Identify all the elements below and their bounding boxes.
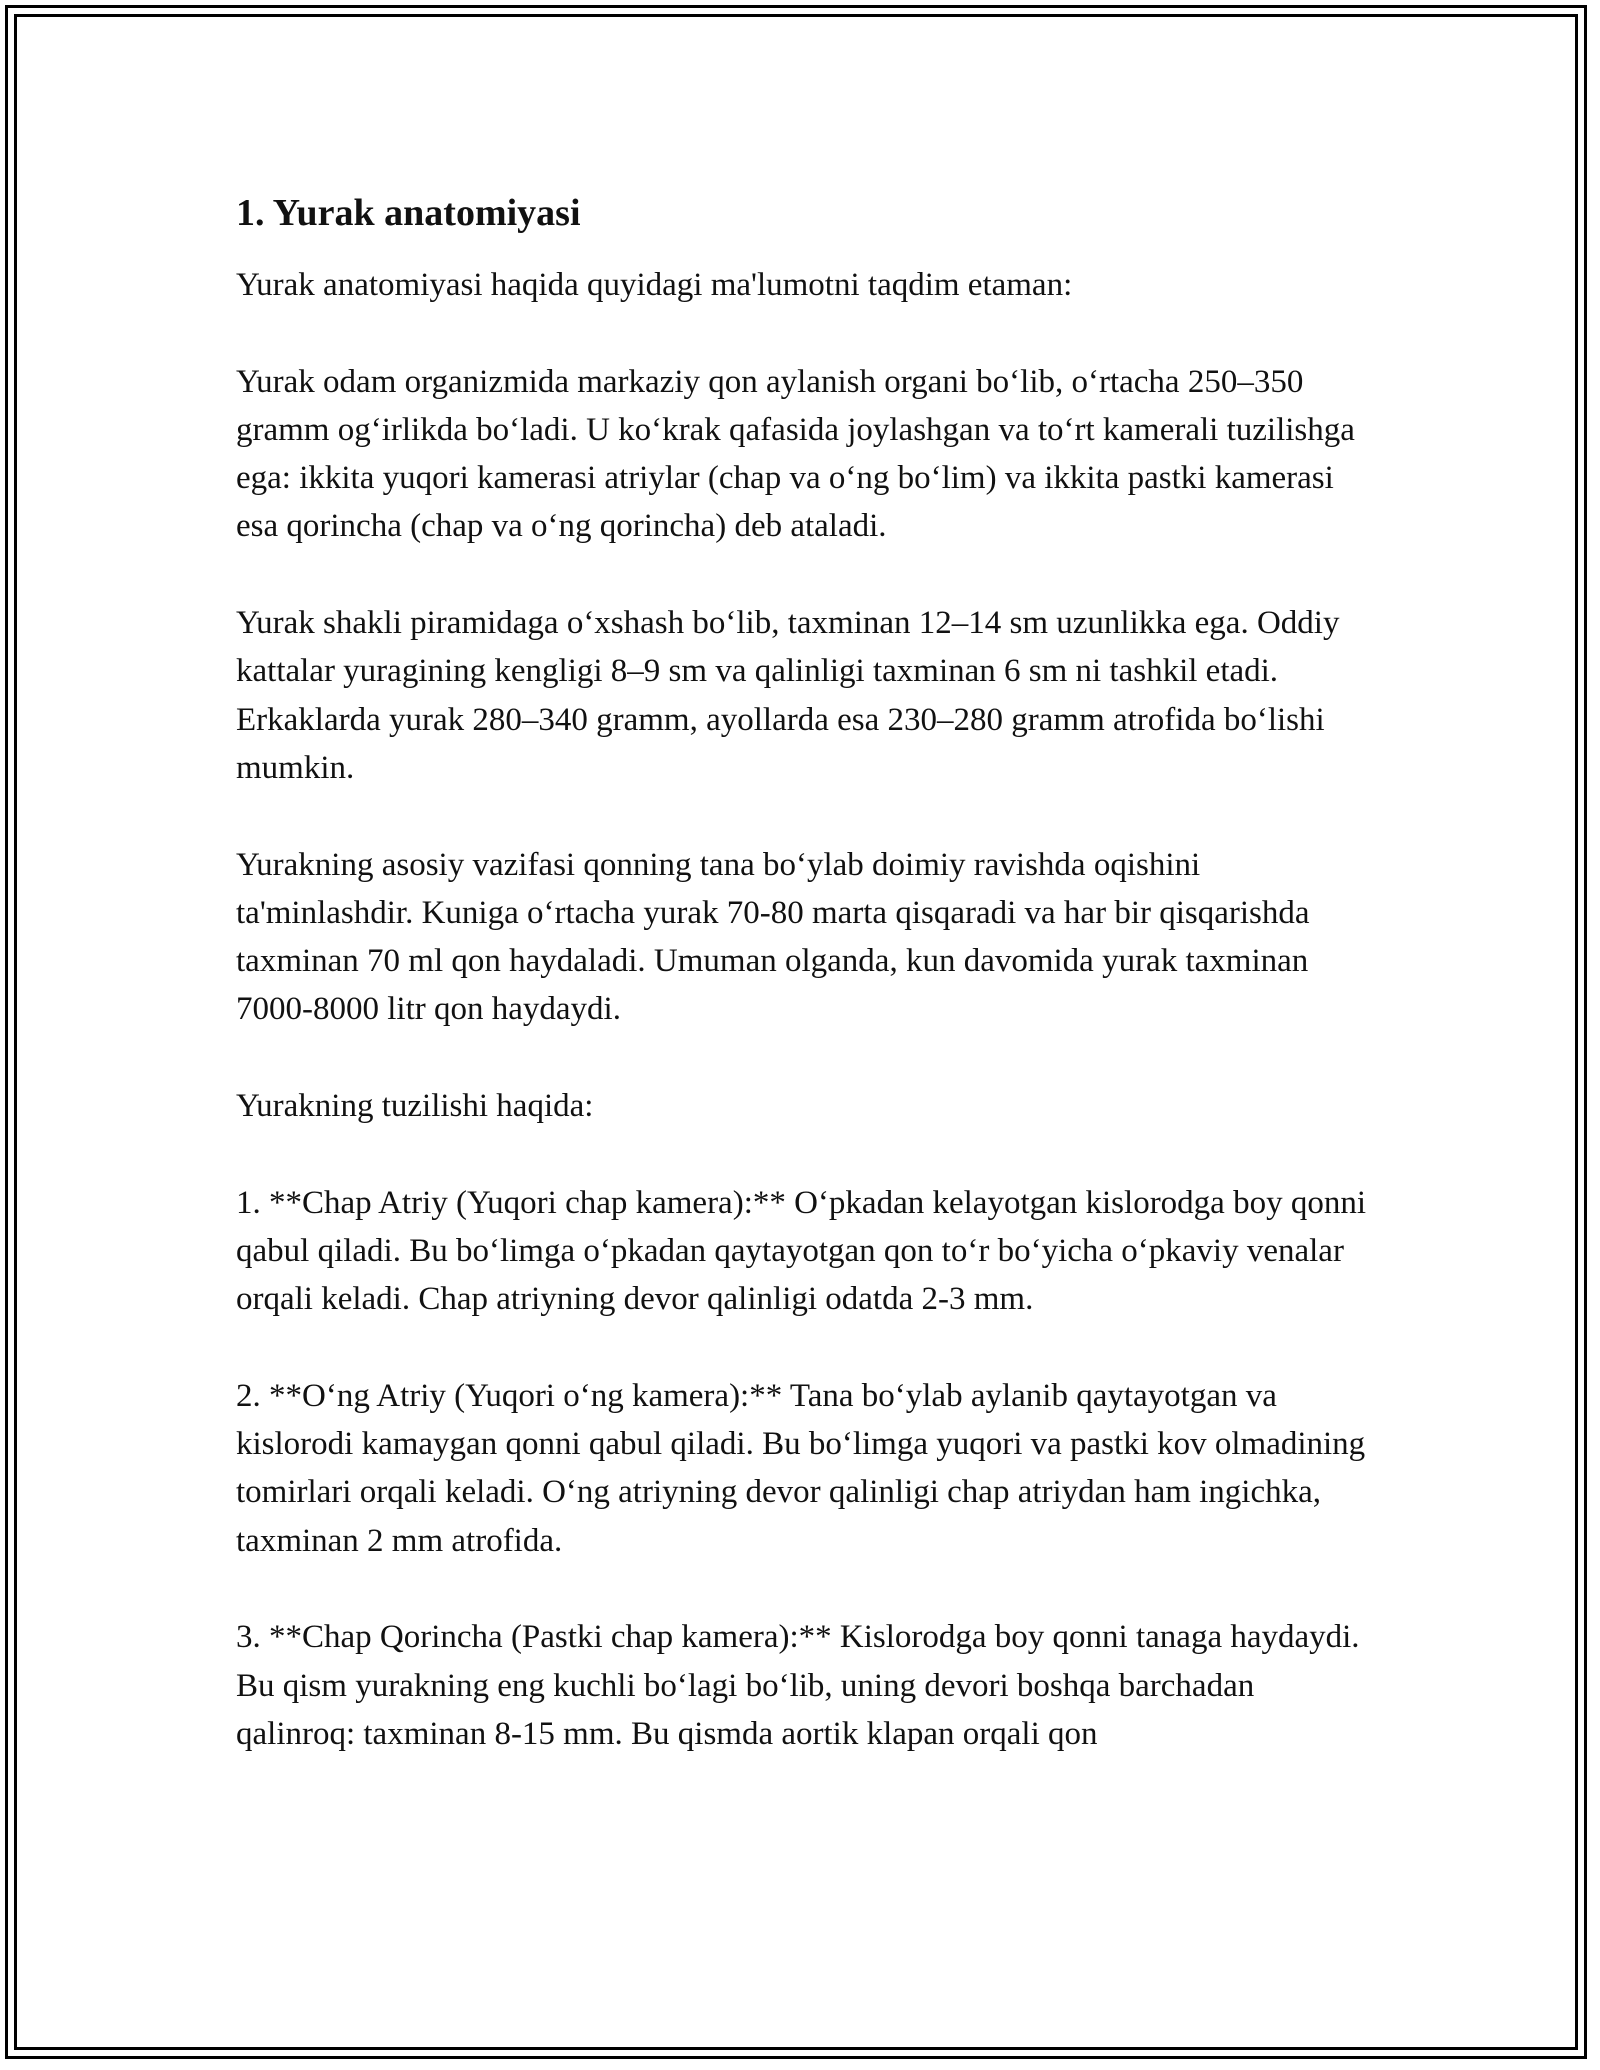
document-body xyxy=(236,189,1376,1758)
shape-size-paragraph: Yurak shakli piramidaga o‘xshash bo‘lib, taxminan 12–14 sm uzunlikka ega. Oddiy kattalar yuragining kengligi 8–9 sm va qalinligi taxminan 6 sm ni tashkil etadi. Erkaklarda yurak 280–340 gramm, ayollarda esa 230–280 gramm atrofida bo‘lishi mumkin. xyxy=(236,605,1340,786)
overview-paragraph: Yurak odam organizmida markaziy qon aylanish organi bo‘lib, o‘rtacha 250–350 gramm og‘irlikda bo‘ladi. U ko‘krak qafasida joylashgan va to‘rt kamerali tuzilishga ega: ikkita yuqori kamerasi atriylar (chap va o‘ng bo‘lim) va ikkita pastki kamerasi esa qorincha (chap va o‘ng qorincha) deb ataladi. xyxy=(236,363,1355,545)
left-atrium-paragraph: 1. **Chap Atriy (Yuqori chap kamera):** O‘pkadan kelayotgan kislorodga boy qonni qabul qiladi. Bu bo‘limga o‘pkadan qaytayotgan qon to‘r bo‘yicha o‘pkaviy venalar orqali keladi. Chap atriyning devor qalinligi odatda 2-3 mm. xyxy=(236,1184,1366,1318)
left-ventricle-paragraph: 3. **Chap Qorincha (Pastki chap kamera):** Kislorodga boy qonni tanaga haydaydi. Bu qism yurakning eng kuchli bo‘lagi bo‘lib, uning devori boshqa barchadan qalinroq: taxminan 8-15 mm. Bu qismda aortik klapan orqali qon xyxy=(236,1619,1360,1752)
intro-paragraph: Yurak anatomiyasi haqida quyidagi ma'lumotni taqdim etaman: xyxy=(236,267,1073,303)
right-atrium-paragraph: 2. **O‘ng Atriy (Yuqori o‘ng kamera):** Tana bo‘ylab aylanib qaytayotgan va kislorodi kamaygan qonni qabul qiladi. Bu bo‘limga yuqori va pastki kov olmadining tomirlari orqali keladi. O‘ng atriyning devor qalinligi chap atriydan ham ingichka, taxminan 2 mm atrofida. xyxy=(236,1377,1366,1559)
function-paragraph: Yurakning asosiy vazifasi qonning tana bo‘ylab doimiy ravishda oqishini ta'minlashdir. Kuniga o‘rtacha yurak 70-80 marta qisqaradi va har bir qisqarishda taxminan 70 ml qon haydaladi. Umuman olganda, kun davomida yurak taxminan 7000-8000 litr qon haydaydi. xyxy=(236,846,1310,1028)
structure-intro-paragraph: Yurakning tuzilishi haqida: xyxy=(236,1088,594,1125)
section-heading: 1. Yurak anatomiyasi xyxy=(236,192,581,234)
